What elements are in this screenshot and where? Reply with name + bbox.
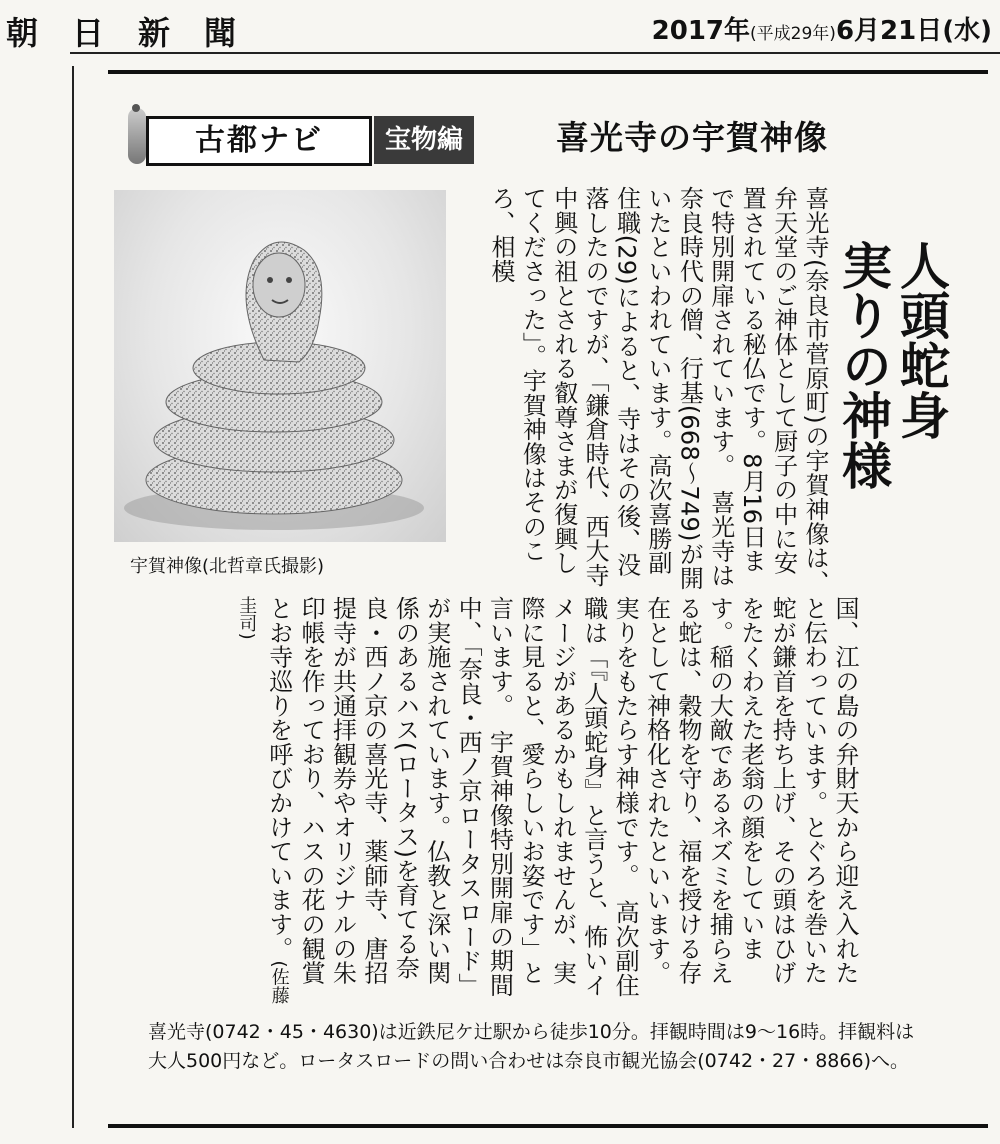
- photo-caption: 宇賀神像(北哲章氏撮影): [130, 556, 325, 577]
- headline-line-2: 実りの神様: [834, 240, 892, 490]
- masthead: [0, 0, 1000, 52]
- statue-photo: [114, 190, 446, 542]
- article-body-upper: 喜光寺(奈良市菅原町)の宇賀神像は、弁天堂のご神体として厨子の中に安置されている秘仏です。8月16日まで特別開扉されています。 喜光寺は奈良時代の僧、行基(668〜749)が開いたといわれています。高次喜勝副住職(29)によると、寺はその後、没落したのですが、「鎌倉時代、西大寺中興の祖とされる叡尊さまが復興してくださった」。宇賀神像はそのころ、相模: [486, 186, 829, 595]
- date-weekday: (水): [942, 16, 992, 46]
- series-section: 宝物編: [374, 116, 474, 164]
- article-bottom-rule: [108, 1124, 988, 1128]
- date-era: (平成29年): [750, 24, 836, 44]
- article-body-lower-text: 国、江の島の弁財天から迎え入れたと伝わっています。とぐろを巻いた蛇が鎌首を持ち上げ、その頭はひげをたくわえた老翁の顔をしています。稲の大敵であるネズミを捕らえる蛇は、穀物を守り、福を授ける存在として神格化されたといいます。実りをもたらす神様です。 高次副住職は「『人頭蛇身』と言うと、怖いイメージがあるかもしれませんが、実際に見ると、愛らしいお姿です」と言います。 宇賀神像特別開扉の期間中、「奈良・西ノ京ロータスロード」が実施されています。仏教と深い関係のあるハス(ロータス)を育てる奈良・西ノ京の喜光寺、薬師寺、唐招提寺が共通拝観券やオリジナルの朱印帳を作っており、ハスの花の観賞とお寺巡りを呼びかけています。: [264, 596, 859, 998]
- issue-date: [652, 10, 992, 47]
- series-banner: [128, 106, 528, 168]
- newspaper-name: 朝日新聞: [6, 14, 271, 52]
- headline-line-1: 人頭蛇身: [892, 240, 950, 440]
- scroll-cap-icon: [128, 108, 146, 164]
- series-name: 古都ナビ: [146, 116, 372, 166]
- byline: (佐藤圭司): [236, 596, 290, 1005]
- masthead-divider: [70, 52, 1000, 54]
- visitor-info: 喜光寺(0742・45・4630)は近鉄尼ケ辻駅から徒歩10分。拝観時間は9〜16時。拝観料は大人500円など。ロータスロードの問い合わせは奈良市観光協会(0742・27・8866)へ。: [148, 1021, 915, 1072]
- coiled-serpent-statue-illustration: [114, 190, 446, 542]
- article-body-lower: [110, 596, 860, 1006]
- date-day: 6月21日: [835, 16, 943, 46]
- date-year: 2017年: [651, 16, 751, 46]
- article-title: 喜光寺の宇賀神像: [556, 118, 828, 157]
- article-top-rule: [108, 70, 988, 74]
